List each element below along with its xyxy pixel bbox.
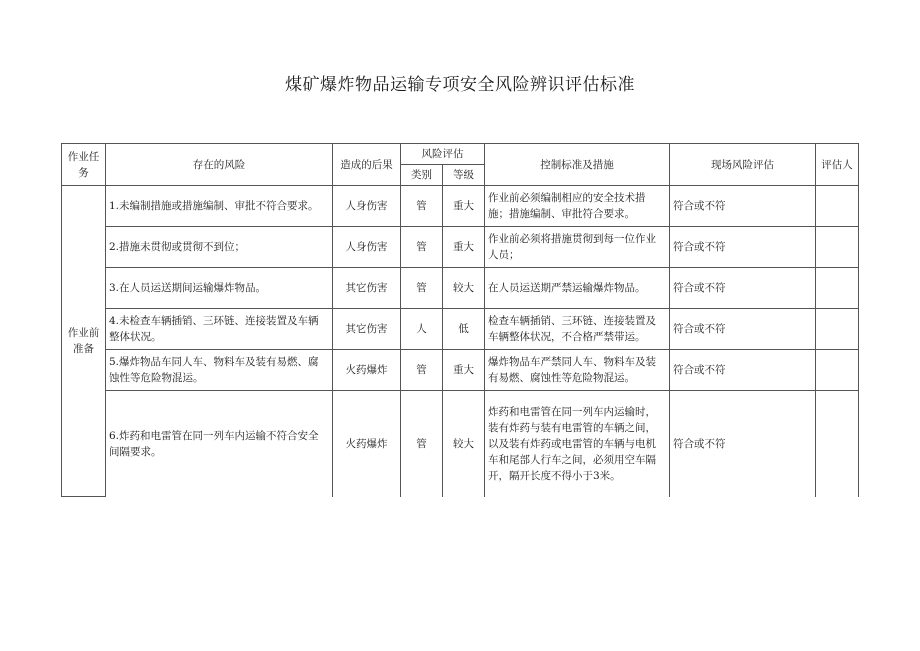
onsite-cell: 符合或不符 (670, 227, 816, 268)
consequence-cell: 其它伤害 (333, 309, 401, 350)
level-cell: 重大 (443, 350, 485, 391)
level-cell: 较大 (443, 268, 485, 309)
control-cell: 在人员运送期严禁运输爆炸物品。 (485, 268, 670, 309)
risk-cell: 4.未检查车辆插销、三环链、连接装置及车辆整体状况。 (106, 309, 333, 350)
task-group-cell: 作业前准备 (62, 186, 106, 497)
control-cell: 作业前必须将措施贯彻到每一位作业人员； (485, 227, 670, 268)
header-risk: 存在的风险 (106, 144, 333, 186)
header-level: 等级 (443, 165, 485, 186)
table-row (62, 186, 859, 227)
table-row (62, 391, 859, 497)
onsite-cell: 符合或不符 (670, 268, 816, 309)
category-cell: 管 (401, 350, 443, 391)
onsite-cell: 符合或不符 (670, 309, 816, 350)
consequence-cell: 火药爆炸 (333, 391, 401, 497)
document-title: 煤矿爆炸物品运输专项安全风险辨识评估标准 (285, 75, 635, 95)
risk-cell: 2.措施未贯彻或贯彻不到位； (106, 227, 333, 268)
consequence-cell: 火药爆炸 (333, 350, 401, 391)
assessor-cell (816, 391, 859, 497)
header-assessor: 评估人 (816, 144, 859, 186)
risk-cell: 5.爆炸物品车同人车、物料车及装有易燃、腐蚀性等危险物混运。 (106, 350, 333, 391)
consequence-cell: 其它伤害 (333, 268, 401, 309)
header-onsite: 现场风险评估 (670, 144, 816, 186)
level-cell: 低 (443, 309, 485, 350)
onsite-cell: 符合或不符 (670, 350, 816, 391)
header-control: 控制标准及措施 (485, 144, 670, 186)
assessor-cell (816, 268, 859, 309)
header-evaluation: 风险评估 (401, 144, 485, 165)
assessor-cell (816, 309, 859, 350)
level-cell: 重大 (443, 186, 485, 227)
risk-assessment-table (61, 143, 859, 497)
header-consequence: 造成的后果 (333, 144, 401, 186)
consequence-cell: 人身伤害 (333, 186, 401, 227)
category-cell: 管 (401, 227, 443, 268)
category-cell: 管 (401, 186, 443, 227)
onsite-cell: 符合或不符 (670, 186, 816, 227)
level-cell: 较大 (443, 391, 485, 497)
onsite-cell: 符合或不符 (670, 391, 816, 497)
table-row (62, 350, 859, 391)
control-cell: 炸药和电雷管在同一列车内运输时，装有炸药与装有电雷管的车辆之间，以及装有炸药或电雷管的车辆与电机车和尾部人行车之间，必须用空车隔开，隔开长度不得小于3米。 (485, 391, 670, 497)
control-cell: 爆炸物品车严禁同人车、物料车及装有易燃、腐蚀性等危险物混运。 (485, 350, 670, 391)
category-cell: 管 (401, 268, 443, 309)
assessor-cell (816, 227, 859, 268)
header-category: 类别 (401, 165, 443, 186)
table-row (62, 268, 859, 309)
assessor-cell (816, 186, 859, 227)
risk-cell: 1.未编制措施或措施编制、审批不符合要求。 (106, 186, 333, 227)
assessor-cell (816, 350, 859, 391)
level-cell: 重大 (443, 227, 485, 268)
control-cell: 作业前必须编制相应的安全技术措施；措施编制、审批符合要求。 (485, 186, 670, 227)
risk-cell: 3.在人员运送期间运输爆炸物品。 (106, 268, 333, 309)
risk-cell: 6.炸药和电雷管在同一列车内运输不符合安全间隔要求。 (106, 391, 333, 497)
category-cell: 人 (401, 309, 443, 350)
table-row (62, 227, 859, 268)
consequence-cell: 人身伤害 (333, 227, 401, 268)
category-cell: 管 (401, 391, 443, 497)
header-task: 作业任务 (62, 144, 106, 186)
table-row (62, 309, 859, 350)
control-cell: 检查车辆插销、三环链、连接装置及车辆整体状况，不合格严禁带运。 (485, 309, 670, 350)
